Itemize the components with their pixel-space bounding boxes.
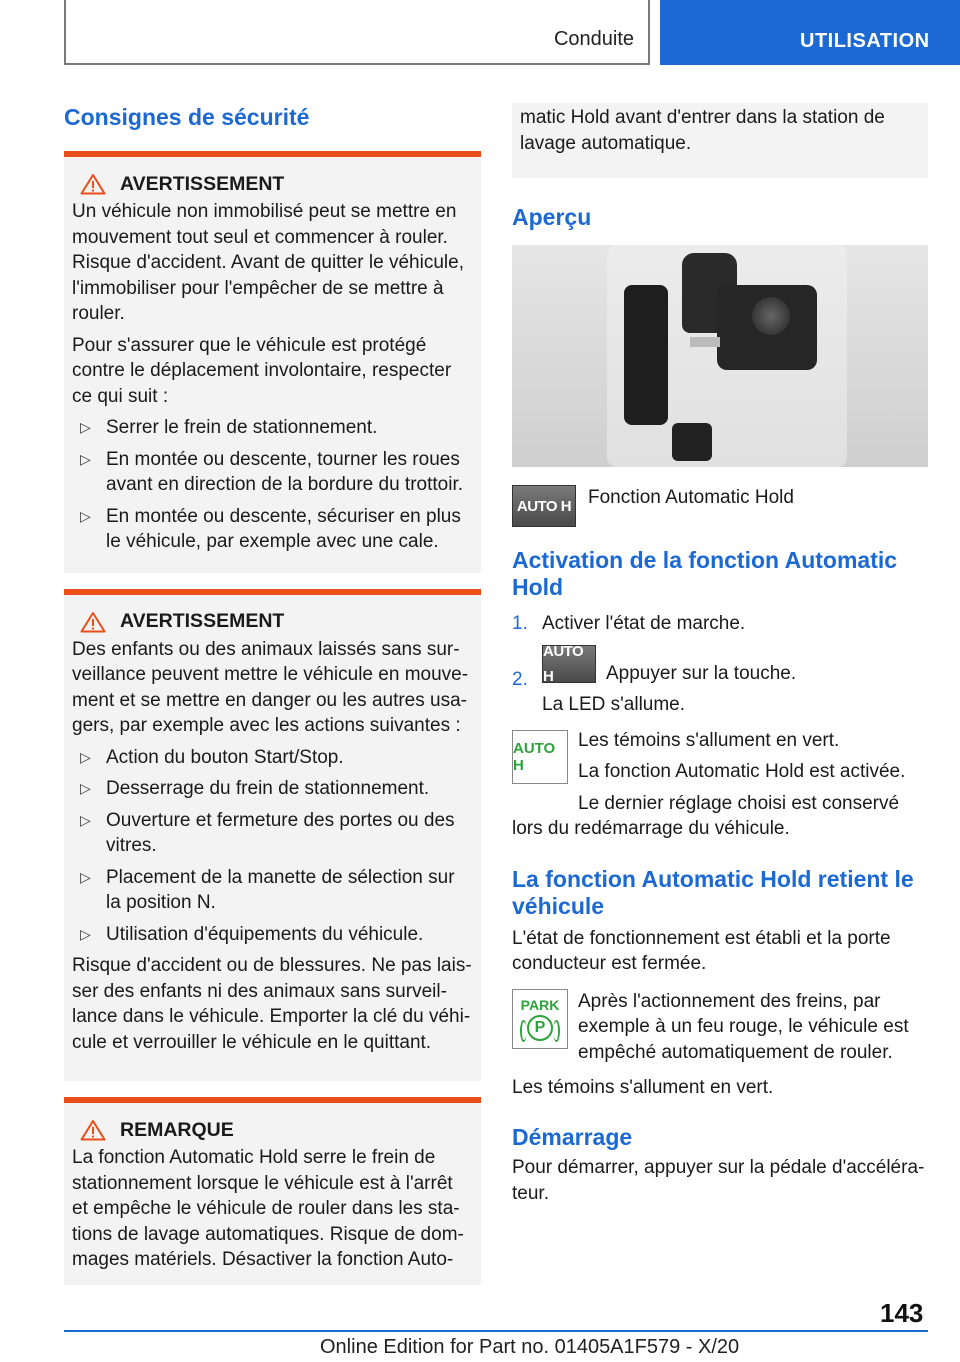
warning2-list — [72, 745, 473, 948]
led-text: La LED s'allume. — [542, 694, 686, 715]
section-title-start: Démarrage — [512, 1124, 633, 1150]
start-text: Pour démarrer, appuyer sur la pédale d'accélérateur. — [512, 1157, 925, 1204]
warning1-intro: Pour s'assurer que le véhicule est protégé contre le déplacement involontaire, respecter ce qui suit : — [72, 334, 452, 407]
notice-continuation-box — [512, 103, 928, 178]
indicator-text-1: Les témoins s'allument en vert. — [578, 729, 840, 751]
auto-hold-indicator-icon: AUTO H — [512, 730, 568, 784]
list-item: ▷ Serrer le frein de stationnement. — [72, 415, 473, 441]
section-title-safety: Consignes de sécurité — [64, 104, 310, 130]
park-indicator-icon: PARK P — [512, 989, 568, 1049]
right-column — [512, 103, 928, 1206]
section-title-activation: Activation de la fonction Automatic Hold — [512, 547, 898, 600]
header-chapter-box — [660, 0, 960, 65]
section-title-hold: La fonction Automatic Hold retient le véhicule — [512, 865, 914, 919]
auto-hold-button-row — [512, 485, 928, 527]
auto-hold-button-icon: AUTO H — [542, 645, 596, 683]
triangle-bullet-icon: ▷ — [80, 450, 91, 467]
warning-label: AVERTISSEMENT — [120, 172, 285, 195]
list-item: ▷ Placement de la manette de sélection sur la position N. — [80, 866, 455, 913]
footer-divider — [64, 1330, 928, 1332]
left-column — [64, 100, 481, 1285]
header-chapter: UTILISATION — [800, 30, 930, 52]
idrive-knob — [752, 297, 790, 335]
triangle-bullet-icon: ▷ — [80, 925, 91, 942]
list-item: ▷ Action du bouton Start/Stop. — [72, 745, 473, 771]
notice-label: REMARQUE — [120, 1118, 234, 1141]
step-item: 1. Activer l'état de marche. — [512, 613, 746, 634]
warning-box-1 — [64, 151, 481, 573]
auto-hold-caption: Fonction Automatic Hold — [588, 487, 794, 508]
warning1-text: Un véhicule non immobilisé peut se mettre en mouvement tout seul et commencer à rouler. Risque d'accident. Avant de quitter le véhicule, l'immobiliser pour l'empêcher de se mettre à rouler. — [72, 201, 464, 324]
list-item: ▷ En montée ou descente, tourner les roues avant en direction de la bordure du trottoir. — [80, 448, 464, 495]
triangle-bullet-icon: ▷ — [80, 780, 91, 796]
triangle-bullet-icon: ▷ — [80, 507, 91, 524]
hold-text-2: Après l'actionnement des freins, par exemple à un feu rouge, le véhicule est empêché automatiquement de rouler. — [578, 990, 909, 1063]
notice-text: La fonction Automatic Hold serre le frein de stationnement lorsque le véhicule est à l'arrêt et empêche le véhicule de rouler dans les stations de lavage automatiques. Risque de dommages matériels. Désactiver la fonction Auto- — [72, 1147, 464, 1270]
list-item: ▷ Desserrage du frein de stationnement. — [72, 776, 473, 802]
notice-triangle-icon — [80, 1119, 106, 1141]
warning-label: AVERTISSEMENT — [120, 610, 285, 632]
center-console-photo — [512, 245, 928, 467]
indicator-text-3: Le dernier réglage choisi est conservé lors du redémarrage du véhicule. — [512, 792, 900, 839]
park-indicator-block — [512, 989, 928, 1067]
warning1-list — [72, 415, 473, 555]
warning2-text: Risque d'accident ou de blessures. Ne pas laisser des enfants ni des animaux sans surveillance dans le véhicule. Emporter la clé du véhicule et verrouiller le véhicule en le quittant. — [72, 955, 472, 1053]
hold-text-1: L'état de fonctionnement est établi et la porte conducteur est fermée. — [512, 927, 891, 974]
triangle-bullet-icon: ▷ — [80, 419, 91, 435]
warning-box-2 — [64, 589, 481, 1082]
triangle-bullet-icon: ▷ — [80, 868, 91, 885]
footer-edition: Online Edition for Part no. 01405A1F579 - X/20 — [320, 1336, 740, 1358]
page-number: 143 — [880, 1298, 924, 1328]
header-section-box — [64, 0, 650, 65]
list-item: ▷ Ouverture et fermeture des portes ou des vitres. — [80, 809, 455, 856]
indicator-text-2: La fonction Automatic Hold est activée. — [578, 761, 906, 782]
auto-hold-button-icon: AUTO H — [512, 485, 576, 527]
list-item: ▷ En montée ou descente, sécuriser en plus le véhicule, par exemple avec une cale. — [80, 505, 461, 552]
parking-brake-switch — [672, 423, 712, 461]
warning-triangle-icon — [80, 173, 106, 195]
activation-steps — [512, 611, 928, 690]
warning2-intro: Des enfants ou des animaux laissés sans surveillance peuvent mettre le véhicule en mouvement et se mettre en danger ou les autres usagers, par exemple avec les actions suivantes : — [72, 638, 469, 736]
section-title-overview: Aperçu — [512, 204, 592, 230]
list-item: ▷ Utilisation d'équipements du véhicule. — [72, 922, 473, 948]
notice-box — [64, 1097, 481, 1285]
header-section: Conduite — [553, 28, 634, 50]
indicator-block — [512, 728, 928, 842]
triangle-bullet-icon: ▷ — [80, 811, 91, 828]
gear-lever — [624, 285, 668, 425]
triangle-bullet-icon: ▷ — [80, 748, 91, 765]
notice-continuation: matic Hold avant d'entrer dans la station de lavage automatique. — [520, 107, 885, 154]
warning-triangle-icon — [80, 611, 106, 633]
hold-text-3: Les témoins s'allument en vert. — [512, 1076, 774, 1098]
step-item: 2. AUTO H Appuyer sur la touche. — [512, 642, 797, 690]
